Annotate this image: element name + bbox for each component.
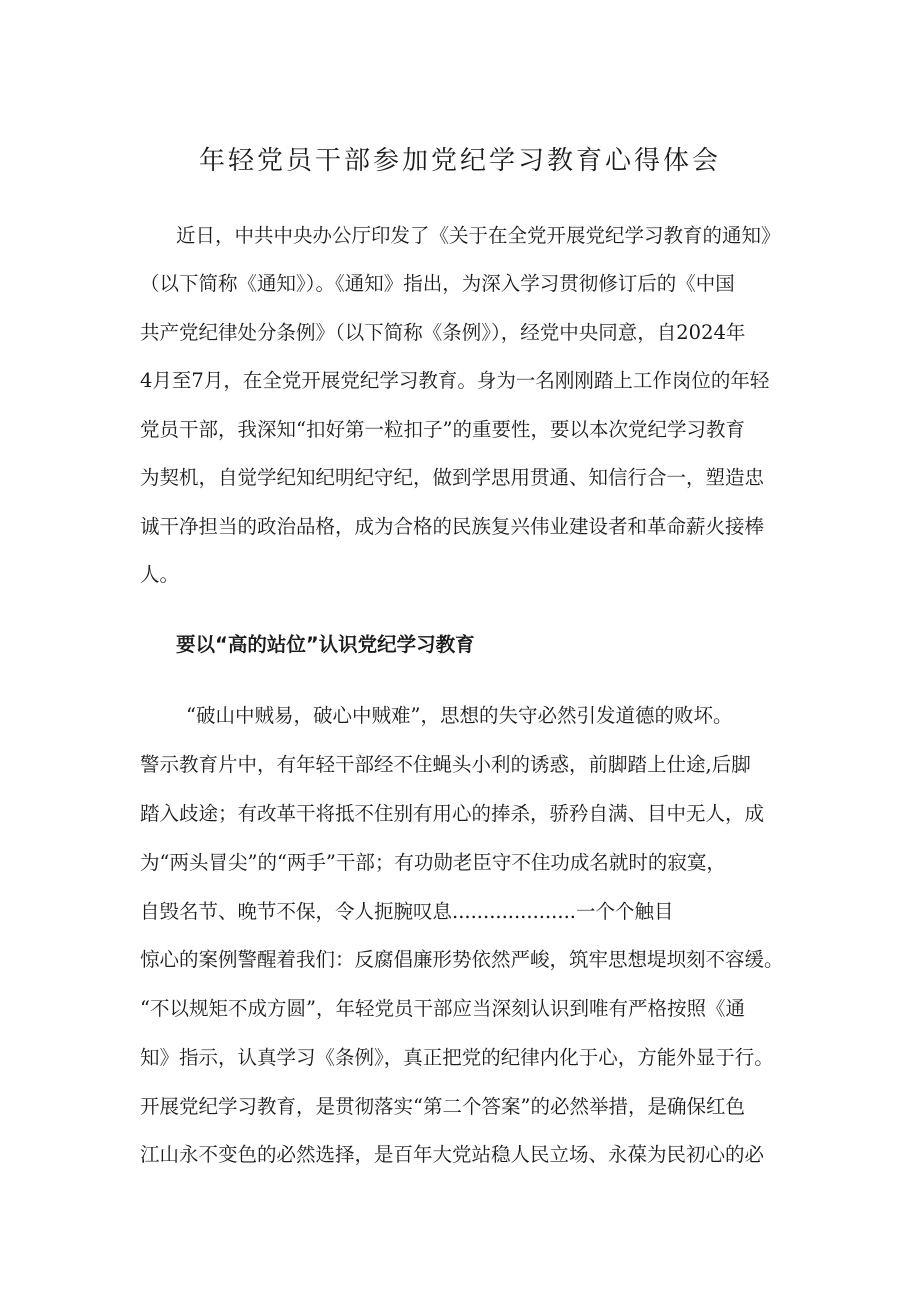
- paragraph-line: 为“两头冒尖”的“两手”干部；有功勋老臣守不住功成名就时的寂寞，: [140, 851, 726, 874]
- paragraph-line: 近日，中共中央办公厅印发了《关于在全党开展党纪学习教育的通知》: [176, 224, 781, 247]
- paragraph-line: 知》指示，认真学习《条例》，真正把党的纪律内化于心，方能外显于行。: [140, 1046, 774, 1069]
- section-heading: 要以“高的站位”认识党纪学习教育: [176, 633, 475, 656]
- document-title: 年轻党员干部参加党纪学习教育心得体会: [198, 146, 721, 176]
- paragraph-line: 为契机，自觉学纪知纪明纪守纪，做到学思用贯通、知信行合一，塑造忠: [140, 466, 765, 489]
- paragraph-line: 惊心的案例警醒着我们：反腐倡廉形势依然严峻，筑牢思想堤坝刻不容缓。: [140, 948, 784, 971]
- paragraph-line: 人。: [140, 563, 180, 586]
- paragraph-line: 党员干部，我深知“扣好第一粒扣子”的重要性，要以本次党纪学习教育: [140, 418, 745, 441]
- paragraph-line: 4月至7月，在全党开展党纪学习教育。身为一名刚刚踏上工作岗位的年轻: [140, 369, 770, 392]
- paragraph-line: 警示教育片中，有年轻干部经不住蝇头小利的诱惑，前脚踏上仕途,后脚: [140, 753, 751, 776]
- paragraph-line: （以下简称《通知》）。《通知》指出，为深入学习贯彻修订后的《中国: [140, 272, 735, 295]
- paragraph-line: 江山永不变色的必然选择，是百年大党站稳人民立场、永葆为民初心的必: [140, 1143, 765, 1166]
- paragraph-line: 自毁名节、晚节不保，令人扼腕叹息....................一个个触目: [140, 900, 674, 923]
- paragraph-line: 共产党纪律处分条例》（以下简称《条例》），经党中央同意，自2024年: [140, 321, 746, 344]
- paragraph-line: 开展党纪学习教育，是贯彻落实“第二个答案”的必然举措，是确保红色: [140, 1095, 745, 1118]
- paragraph-line: “破山中贼易，破心中贼难”，思想的失守必然引发道德的败坏。: [186, 704, 733, 727]
- paragraph-line: 诚干净担当的政治品格，成为合格的民族复兴伟业建设者和革命薪火接棒: [140, 515, 765, 538]
- paragraph-line: 踏入歧途；有改革干将抵不住别有用心的捧杀，骄矜自满、目中无人，成: [140, 802, 765, 825]
- paragraph-line: “不以规矩不成方圆”，年轻党员干部应当深刻认识到唯有严格按照《通: [140, 997, 745, 1020]
